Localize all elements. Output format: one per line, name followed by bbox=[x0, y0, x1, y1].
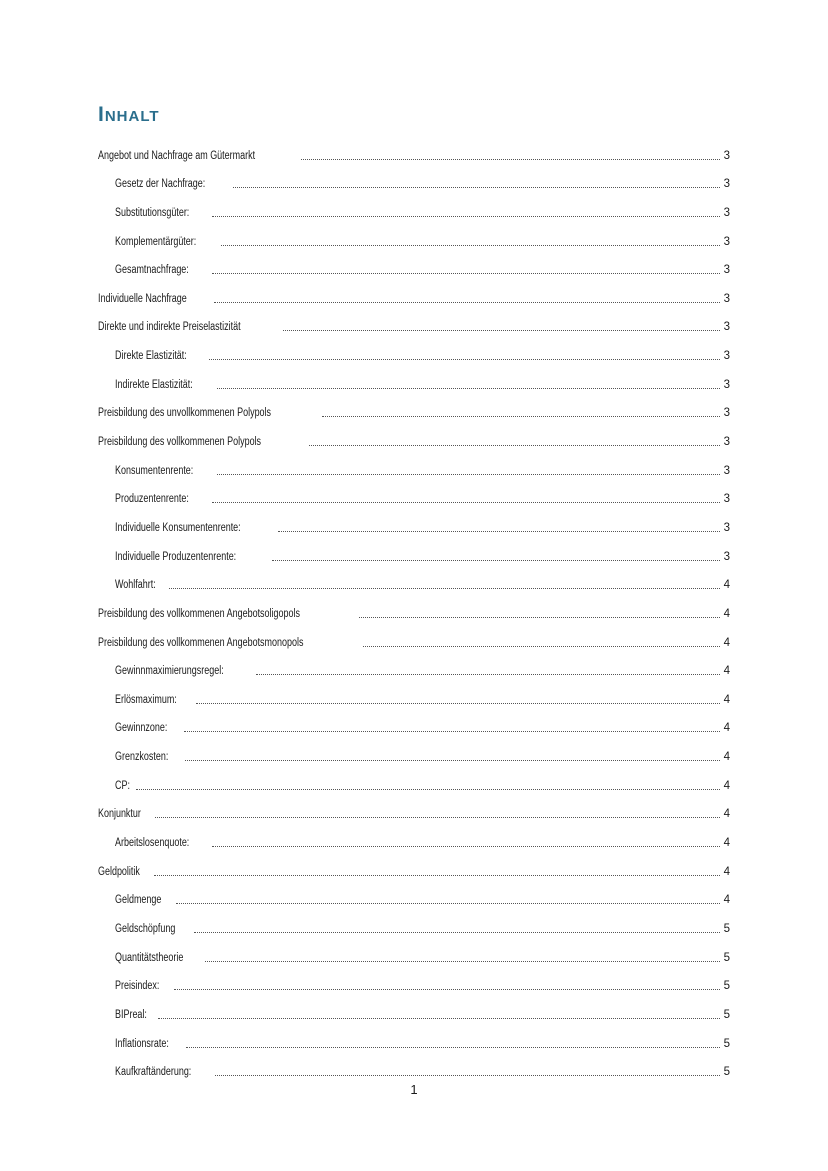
toc-entry[interactable] bbox=[98, 822, 730, 851]
toc-entry-label: Gewinnzone: bbox=[115, 722, 168, 735]
toc-entry-label: Direkte Elastizität: bbox=[115, 350, 187, 363]
toc-entry-page: 3 bbox=[723, 350, 730, 363]
toc-entry-page: 3 bbox=[723, 521, 730, 534]
toc-entry-label: Gesetz der Nachfrage: bbox=[115, 178, 206, 191]
toc-entry[interactable] bbox=[98, 765, 730, 794]
dot-leader bbox=[256, 674, 720, 675]
dot-leader bbox=[194, 932, 720, 933]
toc-entry-page: 5 bbox=[723, 951, 730, 964]
toc-entry-page: 4 bbox=[723, 779, 730, 792]
toc-entry-page: 5 bbox=[723, 980, 730, 993]
toc-entry-page: 3 bbox=[723, 235, 730, 248]
toc-entry-page: 3 bbox=[723, 292, 730, 305]
toc-entry[interactable] bbox=[98, 479, 730, 508]
toc-entry-label: Erlösmaximum: bbox=[115, 693, 177, 706]
toc-entry[interactable] bbox=[98, 135, 730, 164]
toc-entry[interactable] bbox=[98, 393, 730, 422]
dot-leader bbox=[221, 245, 720, 246]
toc-entry-label: Geldpolitik bbox=[98, 865, 140, 878]
toc-entry[interactable] bbox=[98, 937, 730, 966]
dot-leader bbox=[233, 187, 720, 188]
toc-entry-label: Wohlfahrt: bbox=[115, 579, 156, 592]
toc-entry[interactable] bbox=[98, 679, 730, 708]
toc-entry-label: Individuelle Konsumentenrente: bbox=[115, 521, 241, 534]
toc-entry-page: 4 bbox=[723, 607, 730, 620]
toc-entry-label: Gesamtnachfrage: bbox=[115, 264, 189, 277]
dot-leader bbox=[272, 560, 720, 561]
toc-entry[interactable] bbox=[98, 708, 730, 737]
toc-entry-label: Preisbildung des vollkommenen Angebotsmonopols bbox=[98, 636, 304, 649]
toc-entry-page: 4 bbox=[723, 751, 730, 764]
dot-leader bbox=[209, 359, 720, 360]
toc-entry[interactable] bbox=[98, 966, 730, 995]
toc-entry-page: 4 bbox=[723, 837, 730, 850]
toc-entry-page: 3 bbox=[723, 550, 730, 563]
toc-entry[interactable] bbox=[98, 994, 730, 1023]
toc-entry[interactable] bbox=[98, 851, 730, 880]
toc-entry-label: Inflationsrate: bbox=[115, 1037, 169, 1050]
toc-entry-label: Konsumentenrente: bbox=[115, 464, 194, 477]
dot-leader bbox=[363, 646, 720, 647]
toc-entry-label: Geldschöpfung bbox=[115, 922, 176, 935]
toc-entry-page: 4 bbox=[723, 665, 730, 678]
dot-leader bbox=[136, 789, 720, 790]
dot-leader bbox=[205, 961, 720, 962]
dot-leader bbox=[309, 445, 720, 446]
toc-entry-page: 4 bbox=[723, 865, 730, 878]
toc-entry[interactable] bbox=[98, 565, 730, 594]
toc-entry-page: 5 bbox=[723, 1037, 730, 1050]
toc-entry-page: 4 bbox=[723, 636, 730, 649]
toc-entry-page: 3 bbox=[723, 206, 730, 219]
dot-leader bbox=[301, 159, 720, 160]
toc-entry[interactable] bbox=[98, 221, 730, 250]
toc-entry[interactable] bbox=[98, 335, 730, 364]
dot-leader bbox=[212, 502, 720, 503]
toc-entry[interactable] bbox=[98, 880, 730, 909]
toc-entry-label: Kaufkraftänderung: bbox=[115, 1066, 192, 1079]
toc-entry-page: 3 bbox=[723, 321, 730, 334]
dot-leader bbox=[217, 388, 720, 389]
toc-entry-page: 3 bbox=[723, 178, 730, 191]
dot-leader bbox=[155, 817, 720, 818]
dot-leader bbox=[215, 1075, 720, 1076]
toc-entry[interactable] bbox=[98, 622, 730, 651]
toc-entry[interactable] bbox=[98, 736, 730, 765]
toc-entry[interactable] bbox=[98, 364, 730, 393]
toc-entry-label: CP: bbox=[115, 779, 130, 792]
toc-entry-page: 3 bbox=[723, 407, 730, 420]
toc-entry-page: 3 bbox=[723, 436, 730, 449]
toc-entry[interactable] bbox=[98, 450, 730, 479]
toc-entry[interactable] bbox=[98, 164, 730, 193]
dot-leader bbox=[169, 588, 720, 589]
toc-entry-label: Individuelle Produzentenrente: bbox=[115, 550, 237, 563]
toc-entry-label: Konjunktur bbox=[98, 808, 141, 821]
dot-leader bbox=[176, 903, 720, 904]
table-of-contents bbox=[98, 135, 730, 1080]
toc-entry[interactable] bbox=[98, 908, 730, 937]
toc-entry[interactable] bbox=[98, 250, 730, 279]
toc-entry-label: Grenzkosten: bbox=[115, 751, 169, 764]
dot-leader bbox=[184, 731, 720, 732]
dot-leader bbox=[278, 531, 720, 532]
toc-entry-page: 3 bbox=[723, 149, 730, 162]
toc-entry-page: 4 bbox=[723, 894, 730, 907]
toc-entry-page: 3 bbox=[723, 378, 730, 391]
toc-entry-page: 4 bbox=[723, 808, 730, 821]
toc-entry-page: 5 bbox=[723, 1008, 730, 1021]
toc-entry[interactable] bbox=[98, 593, 730, 622]
toc-entry[interactable] bbox=[98, 651, 730, 680]
toc-entry-page: 5 bbox=[723, 922, 730, 935]
dot-leader bbox=[214, 302, 720, 303]
toc-entry[interactable] bbox=[98, 421, 730, 450]
toc-entry-label: Arbeitslosenquote: bbox=[115, 837, 190, 850]
toc-entry-page: 3 bbox=[723, 264, 730, 277]
page-number: 1 bbox=[410, 1082, 418, 1097]
toc-entry-label: Direkte und indirekte Preiselastizität bbox=[98, 321, 241, 334]
toc-entry-label: Angebot und Nachfrage am Gütermarkt bbox=[98, 149, 256, 162]
toc-entry-label: Komplementärgüter: bbox=[115, 235, 197, 248]
toc-entry-label: Quantitätstheorie bbox=[115, 951, 184, 964]
toc-entry[interactable] bbox=[98, 1052, 730, 1081]
toc-entry-page: 3 bbox=[723, 493, 730, 506]
dot-leader bbox=[217, 474, 720, 475]
toc-entry-page: 4 bbox=[723, 722, 730, 735]
toc-entry-label: Substitutionsgüter: bbox=[115, 206, 190, 219]
toc-entry[interactable] bbox=[98, 278, 730, 307]
toc-entry-page: 4 bbox=[723, 579, 730, 592]
dot-leader bbox=[158, 1018, 720, 1019]
toc-entry[interactable] bbox=[98, 192, 730, 221]
toc-entry-label: Geldmenge bbox=[115, 894, 162, 907]
dot-leader bbox=[174, 989, 720, 990]
dot-leader bbox=[185, 760, 720, 761]
toc-entry[interactable] bbox=[98, 307, 730, 336]
dot-leader bbox=[212, 273, 720, 274]
toc-entry-label: Produzentenrente: bbox=[115, 493, 189, 506]
dot-leader bbox=[212, 216, 720, 217]
toc-title: Inhalt bbox=[98, 103, 160, 126]
toc-entry-label: Gewinnmaximierungsregel: bbox=[115, 665, 224, 678]
dot-leader bbox=[196, 703, 720, 704]
toc-entry[interactable] bbox=[98, 1023, 730, 1052]
dot-leader bbox=[212, 846, 720, 847]
toc-entry-label: Preisbildung des vollkommenen Polypols bbox=[98, 436, 262, 449]
dot-leader bbox=[283, 330, 720, 331]
dot-leader bbox=[359, 617, 720, 618]
dot-leader bbox=[322, 416, 720, 417]
toc-entry-page: 3 bbox=[723, 464, 730, 477]
toc-entry-page: 5 bbox=[723, 1066, 730, 1079]
toc-entry-page: 4 bbox=[723, 693, 730, 706]
toc-entry-label: Individuelle Nachfrage bbox=[98, 292, 187, 305]
toc-entry-label: BIPreal: bbox=[115, 1008, 147, 1021]
toc-entry-label: Preisindex: bbox=[115, 980, 160, 993]
toc-entry-label: Indirekte Elastizität: bbox=[115, 378, 193, 391]
toc-entry[interactable] bbox=[98, 536, 730, 565]
dot-leader bbox=[154, 875, 720, 876]
toc-entry[interactable] bbox=[98, 794, 730, 823]
toc-entry-label: Preisbildung des unvollkommenen Polypols bbox=[98, 407, 272, 420]
toc-entry-label: Preisbildung des vollkommenen Angebotsoligopols bbox=[98, 607, 300, 620]
toc-entry[interactable] bbox=[98, 507, 730, 536]
dot-leader bbox=[186, 1047, 720, 1048]
